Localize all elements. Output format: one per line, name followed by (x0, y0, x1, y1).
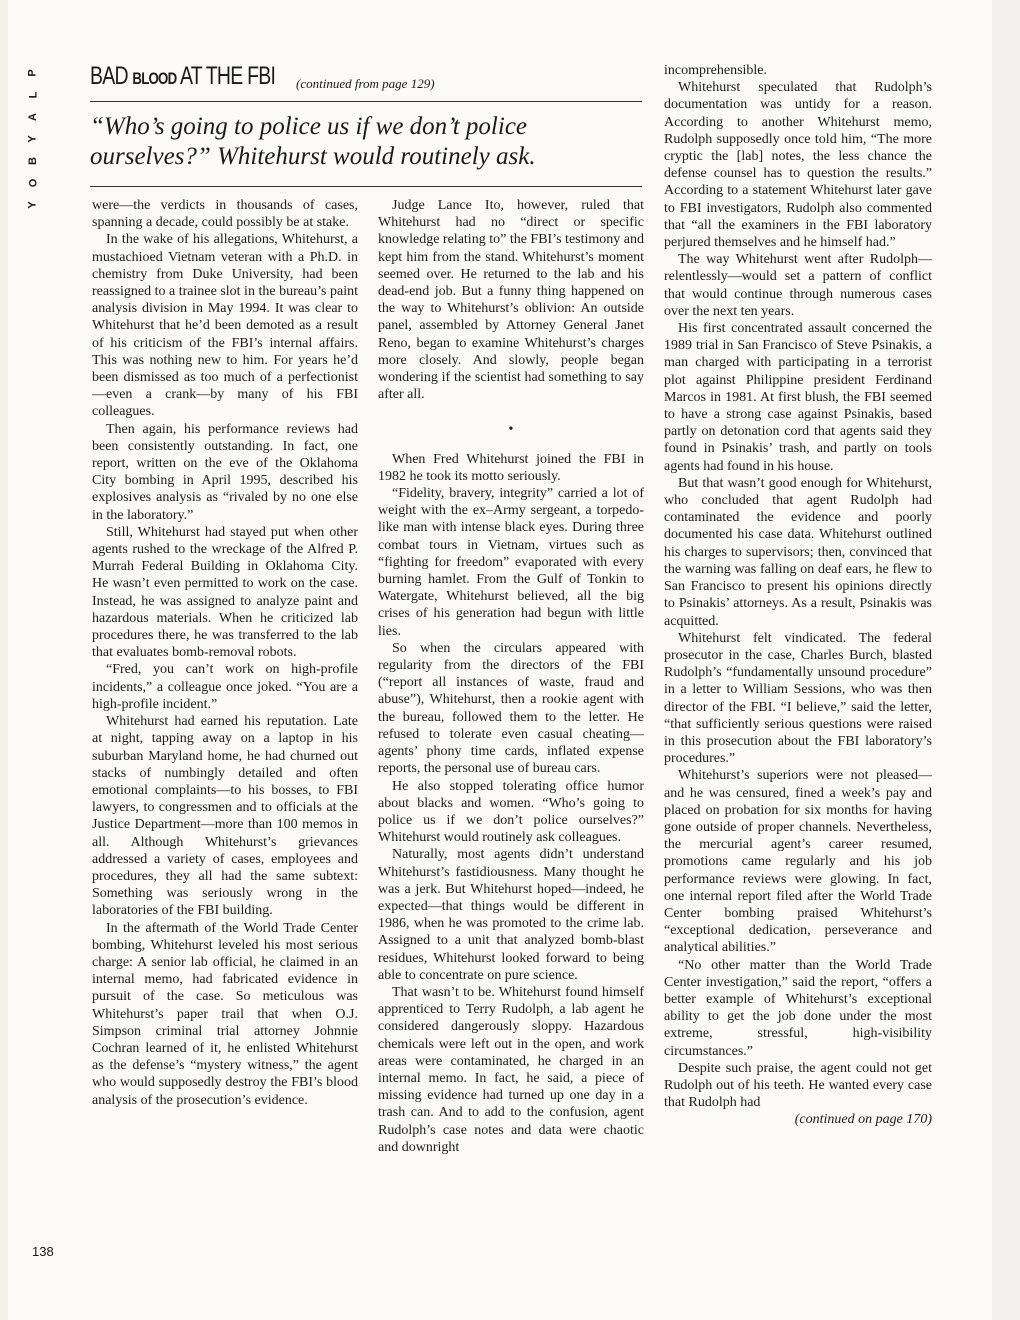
paragraph: Naturally, most agents didn’t understand Whitehurst’s fastidiousness. Many thought he was a jerk. But Whitehurst hoped—indeed, he expected—that things would be different in 1986, when he was promoted to the crime lab. Assigned to a unit that analyzed bomb-blast residues, Whitehurst looked forward to being able to concentrate on pure science. (378, 847, 644, 983)
paragraph: Judge Lance Ito, however, ruled that Whitehurst had no “direct or specific knowledge relating to” the FBI’s testimony and kept him from the stand. Whitehurst’s moment seemed over. He returned to the lab and his dead-end job. But a funny thing happened on the way to Whitehurst’s oblivion: An outside panel, assembled by Attorney General Janet Reno, began to examine Whitehurst’s charges more closely. And slowly, people began wondering if the scientist had something to say after all. (378, 198, 644, 403)
article-header (90, 62, 642, 91)
paragraph: Whitehurst’s superiors were not pleased—and he was censured, fined a week’s pay and placed on probation for six months for having gone outside of proper channels. Nevertheless, the mercurial agent’s career resumed, promotions came regularly and his job performance reviews were glowing. In fact, one internal report filed after the World Trade Center bombing praised Whitehurst’s “exceptional dedication, perseverance and analytical abilities.” (664, 768, 932, 956)
paragraph: “No other matter than the World Trade Center investigation,” said the report, “offers a better example of Whitehurst’s exceptional ability to get the job done under the most extreme, stressful, high-visibility circumstances.” (664, 957, 932, 1059)
paragraph: When Fred Whitehurst joined the FBI in 1982 he took its motto seriously. (378, 451, 644, 484)
section-separator: • (508, 422, 514, 438)
header-rule (90, 101, 642, 102)
pull-quote-rule (90, 186, 642, 187)
paragraph: But that wasn’t good enough for Whitehurst, who concluded that agent Rudolph had contaminated the evidence and poorly documented his case data. Whitehurst outlined his charges to supervisors; then, convinced that the warning was falling on deaf ears, he flew to San Francisco to present his opinions directly to Psinakis’ attorneys. As a result, Psinakis was acquitted. (664, 475, 932, 629)
spine-letter: O (27, 178, 39, 188)
paragraph: Whitehurst felt vindicated. The federal prosecutor in the case, Charles Burch, blasted Rudolph’s “fundamentally unsound procedure” in a letter to William Sessions, who was then director of the FBI. “I believe,” said the letter, “that sufficiently serious questions were raised in this prosecution about the FBI laboratory’s procedures.” (664, 630, 932, 767)
paragraph: Whitehurst had earned his reputation. Late at night, tapping away on a laptop in his suburban Maryland home, he had churned out stacks of numbingly detailed and often emotional complaints—to his bosses, to FBI lawyers, to congressmen and to officials at the Justice Department—more than 100 memos in all. Although Whitehurst’s grievances addressed a variety of cases, employees and procedures, they all had the same subtext: Something was seriously wrong in the laboratories of the FBI building. (92, 714, 358, 919)
department-title: BAD BLOOD AT THE FBI (90, 62, 276, 90)
column-2 (378, 197, 644, 1156)
paragraph: The way Whitehurst went after Rudolph—relentlessly—would set a pattern of conflict that would continue through numerous cases over the next ten years. (664, 252, 932, 319)
spine-letter: L (26, 91, 39, 99)
pull-quote: “Who’s going to police us if we don’t police ourselves?” Whitehurst would routinely ask. (90, 113, 536, 170)
paragraph: Then again, his performance reviews had been consistently outstanding. In fact, one report, written on the eve of the Oklahoma City bombing in April 1995, described his explosives analysis as “rivaled by no one else in the laboratory.” (92, 421, 358, 523)
paragraph: Despite such praise, the agent could not get Rudolph out of his teeth. He wanted every case that Rudolph had (664, 1060, 932, 1111)
paragraph: In the aftermath of the World Trade Center bombing, Whitehurst leveled his most serious charge: A senior lab official, he claimed in an internal memo, had fabricated evidence in pursuit of the case. So meticulous was Whitehurst’s paper trail that when O.J. Simpson criminal trial attorney Johnnie Cochran learned of it, he enlisted Whitehurst as the defense’s “mystery witness,” the agent who would supposedly destroy the FBI’s blood analysis of the prosecution’s evidence. (92, 920, 358, 1108)
continued-from: (continued from page 129) (296, 76, 435, 91)
paragraph: “Fred, you can’t work on high-profile incidents,” a colleague once joked. “You are a high-profile incident.” (92, 662, 358, 712)
paragraph: were—the verdicts in thousands of cases, spanning a decade, could possibly be at stake. (92, 198, 358, 231)
paragraph: incomprehensible. (664, 63, 768, 78)
column-1 (92, 197, 358, 1109)
spine-letter: Y (27, 201, 39, 209)
spine-letter: B (26, 157, 39, 165)
paragraph: So when the circulars appeared with regularity from the directors of the FBI (“report all instances of waste, fraud and abuse”), Whitehurst, then a rookie agent with the bureau, followed them to the letter. He refused to tolerate even casual cheating—agents’ phony time cards, inflated expense reports, the personal use of bureau cars. (378, 640, 644, 777)
magazine-spine-title (22, 62, 44, 216)
paragraph: He also stopped tolerating office humor about blacks and women. “Who’s going to police us if we don’t police ourselves?” Whitehurst would routinely ask colleagues. (378, 778, 644, 846)
paragraph: That wasn’t to be. Whitehurst found himself apprenticed to Terry Rudolph, a lab agent he considered dangerously sloppy. Hazardous chemicals were left out in the open, and work areas were contaminated, he charged in an internal memo. In fact, he said, a piece of missing evidence had turned up one day in a trash can. And to add to the confusion, agent Rudolph’s case notes and data were chaotic and downright (378, 984, 644, 1155)
spine-letter: P (27, 69, 39, 77)
page-number: 138 (32, 1244, 54, 1259)
paragraph: “Fidelity, bravery, integrity” carried a lot of weight with the ex–Army sergeant, a torpedo-like man with intense black eyes. During three combat tours in Vietnam, virtues such as “fighting for freedom” evaporated with every burning hamlet. From the Gulf of Tonkin to Watergate, Whitehurst believed, all the big crises of his generation had begun with little lies. (378, 486, 644, 639)
column-3 (664, 62, 932, 1129)
paragraph: Still, Whitehurst had stayed put when other agents rushed to the wreckage of the Alfred P. Murrah Federal Building in Oklahoma City. He wasn’t even permitted to work on the case. Instead, he was assigned to analyze paint and hazardous materials. When he criticized lab procedures there, he was transferred to the lab that evaluates bomb-removal robots. (92, 524, 358, 661)
paragraph: His first concentrated assault concerned the 1989 trial in San Francisco of Steve Psinakis, a man charged with participating in a terrorist plot against Philippine president Ferdinand Marcos in 1981. At first blush, the FBI seemed to have a strong case against Psinakis, based partly on detonation cord that agents said they found in Psinakis’ trash, and partly on tools agents had found in his house. (664, 321, 932, 474)
paragraph: Whitehurst speculated that Rudolph’s documentation was untidy for a reason. According to another Whitehurst memo, Rudolph supposedly once told him, “The more cryptic the [lab] notes, the less chance the defense counsel has to question the results.” According to a statement Whitehurst later gave to FBI investigators, Rudolph also commented that “all the examiners in the FBI laboratory perjured themselves and he himself had.” (664, 80, 932, 251)
paragraph: In the wake of his allegations, Whitehurst, a mustachioed Vietnam veteran with a Ph.D. in chemistry from Duke University, had been reassigned to a trainee slot in the bureau’s paint analysis division in May 1994. It was clear to Whitehurst that he’d been demoted as a result of his criticism of the FBI’s internal affairs. This was nothing new to him. For years he’d been dismissed as too much of a perfectionist—even a crank—by many of his FBI colleagues. (92, 232, 358, 420)
spine-letter: Y (27, 135, 39, 143)
spine-letter: A (26, 113, 39, 121)
continued-on: (continued on page 170) (794, 1112, 932, 1128)
